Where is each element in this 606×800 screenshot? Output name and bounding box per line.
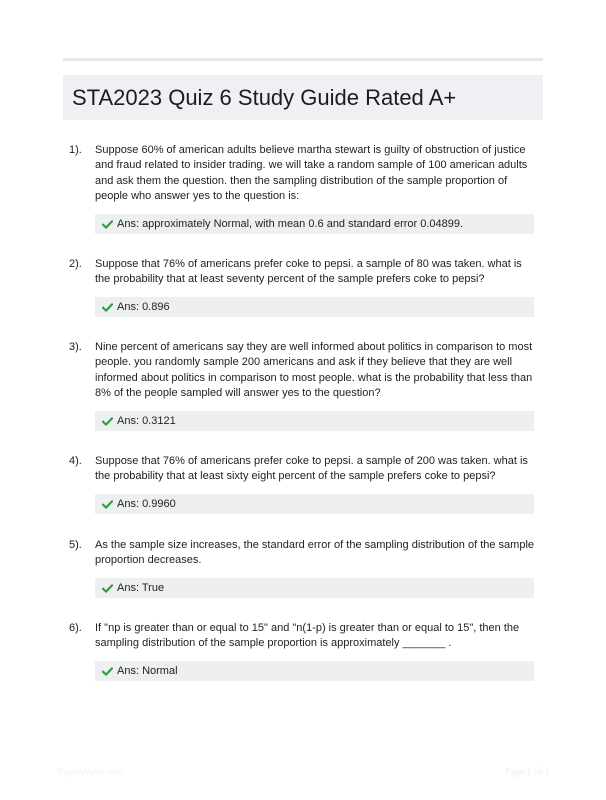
page-number: Page 1 of 1: [504, 767, 550, 778]
question-number: 5).: [69, 539, 82, 551]
check-icon: [102, 667, 113, 676]
answer-box: [95, 494, 534, 514]
answer-box: [95, 297, 534, 317]
check-icon: [102, 220, 113, 229]
question-text: If "np is greater than or equal to 15" and "n(1-p) is greater than or equal to 15", then the sampling distribution of the sample proportion is approximately _______ .: [95, 622, 520, 650]
answer-text: Ans: 0.9960: [117, 498, 176, 510]
answer-box: [95, 214, 534, 234]
answer-box: [95, 411, 534, 431]
question-number: 3).: [69, 341, 82, 353]
title-banner: [63, 75, 543, 120]
check-icon: [102, 500, 113, 509]
check-icon: [102, 303, 113, 312]
answer-box: [95, 578, 534, 598]
answer-text: Ans: Normal: [117, 665, 178, 677]
answer-text: Ans: 0.896: [117, 301, 170, 313]
question-number: 1).: [69, 144, 82, 156]
answer-box: [95, 661, 534, 681]
answer-text: Ans: approximately Normal, with mean 0.6 and standard error 0.04899.: [117, 218, 464, 230]
question-text: Suppose that 76% of americans prefer coke to pepsi. a sample of 200 was taken. what is the probability that at least sixty eight percent of the sample prefers coke to pepsi?: [95, 455, 528, 483]
answer-text: Ans: 0.3121: [117, 415, 176, 427]
question-text: Suppose 60% of american adults believe martha stewart is guilty of obstruction of justice and fraud related to insider trading. we will take a random sample of 100 american adults and ask them the question. then the sampling distribution of the sample proportion of people who answer yes to the question is:: [95, 144, 528, 203]
top-divider: [63, 58, 543, 61]
answer-text: Ans: True: [117, 582, 165, 594]
question-text: As the sample size increases, the standard error of the sampling distribution of the sample proportion decreases.: [95, 539, 535, 567]
check-icon: [102, 417, 113, 426]
question-number: 6).: [69, 622, 82, 634]
document-title: STA2023 Quiz 6 Study Guide Rated A+: [72, 85, 457, 110]
question-text: Nine percent of americans say they are well informed about politics in comparison to most people. you randomly sample 200 americans and ask if they believe that they are well informed about politics in comparison to most people. what is the probability that less than 8% of the people sampled will answer yes to the question?: [95, 341, 533, 400]
check-icon: [102, 584, 113, 593]
question-number: 4).: [69, 455, 82, 467]
question-number: 2).: [69, 258, 82, 270]
watermark: PaperWebs.com: [57, 767, 124, 777]
question-text: Suppose that 76% of americans prefer coke to pepsi. a sample of 80 was taken. what is the probability that at least seventy percent of the sample prefers coke to pepsi?: [95, 258, 522, 286]
